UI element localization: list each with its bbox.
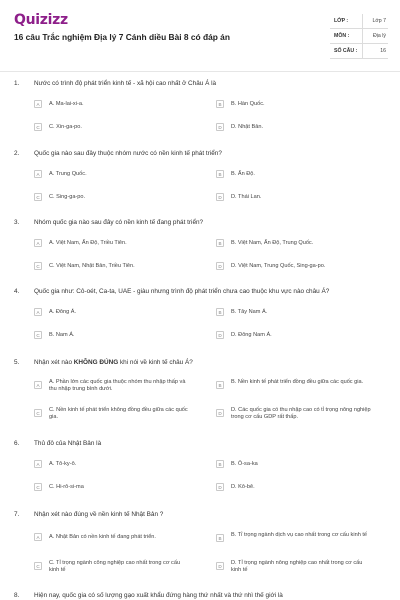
- option-letter-box: A: [34, 533, 42, 541]
- option-text: D. Thái Lan.: [231, 194, 262, 200]
- question-text: [34, 359, 364, 367]
- meta-count-value: 16: [380, 48, 386, 54]
- document-header: [0, 0, 400, 70]
- option-text: A. Ma-lai-xi-a.: [49, 101, 84, 107]
- question-text: Quốc gia như: Cô-oét, Ca-ta, UAE - giàu nhưng trình độ phát triển chưa cao thuộc khu vực nào châu Á?: [34, 288, 330, 295]
- option-letter-box: D: [216, 193, 224, 201]
- option-letter-box: A: [34, 170, 42, 178]
- meta-subject-label: MÔN :: [334, 33, 350, 39]
- option-letter-box: B: [216, 308, 224, 316]
- option-letter-box: C: [34, 562, 42, 570]
- option-letter-box: A: [34, 100, 42, 108]
- option-text: C. Sing-ga-po.: [49, 194, 86, 200]
- option-letter-box: A: [34, 460, 42, 468]
- question-text: Nhóm quốc gia nào sau đây có nền kinh tế đang phát triển?: [34, 219, 204, 226]
- option-text: B. Hàn Quốc.: [231, 101, 265, 107]
- option-text: C. Hi-rô-si-ma: [49, 484, 84, 490]
- option-letter-box: A: [34, 308, 42, 316]
- meta-subject-row: [330, 29, 388, 44]
- question-number: 6.: [14, 440, 20, 447]
- option-letter-box: B: [216, 100, 224, 108]
- header-divider: [0, 71, 400, 72]
- option-text: D. Tỉ trọng ngành nông nghiệp cao nhất trong cơ cấu kinh tế: [231, 560, 363, 574]
- option-text: B. Ô-sa-ka: [231, 461, 258, 467]
- option-text: A. Đông Á.: [49, 309, 77, 315]
- meta-grade-value: Lớp 7: [372, 18, 386, 24]
- option-letter-box: A: [34, 239, 42, 247]
- option-text: D. Các quốc gia có thu nhập cao có tỉ trọng nông nghiệp trong cơ cấu GDP rất thấp.: [231, 407, 371, 421]
- option-text: B. Tỉ trọng ngành dịch vụ cao nhất trong cơ cấu kinh tế: [231, 532, 368, 538]
- option-text: D. Nhật Bản.: [231, 124, 264, 130]
- option-letter-box: D: [216, 483, 224, 491]
- option-letter-box: C: [34, 331, 42, 339]
- option-letter-box: C: [34, 483, 42, 491]
- question-text: Nước có trình độ phát triển kinh tế - xã hội cao nhất ở Châu Á là: [34, 80, 217, 87]
- option-text: A. Phần lớn các quốc gia thuộc nhóm thu nhập thấp và thu nhập trung bình dưới.: [49, 379, 186, 393]
- meta-grade-row: [330, 14, 388, 29]
- page-title: 16 câu Trắc nghiệm Địa lý 7 Cánh diều Bài 8 có đáp án: [14, 32, 230, 42]
- question-text: Thủ đô của Nhật Bản là: [34, 440, 102, 447]
- quiz-meta-table: [330, 14, 388, 59]
- question-text: Nhận xét nào đúng về nền kinh tế Nhật Bản ?: [34, 511, 164, 518]
- option-text: C. Nền kinh tế phát triển không đồng đều giữa các quốc gia.: [49, 407, 188, 421]
- option-letter-box: D: [216, 331, 224, 339]
- option-text: B. Nền kinh tế phát triển đồng đều giữa các quốc gia.: [231, 379, 364, 385]
- option-text: D. Việt Nam, Trung Quốc, Sing-ga-po.: [231, 263, 326, 269]
- option-text: B. Ấn Độ.: [231, 171, 255, 177]
- option-letter-box: C: [34, 193, 42, 201]
- meta-grade-label: LỚP :: [334, 18, 349, 24]
- option-text: B. Việt Nam, Ấn Độ, Trung Quốc.: [231, 240, 314, 246]
- question-number: 2.: [14, 150, 20, 157]
- option-text: B. Nam Á.: [49, 332, 75, 338]
- question-number: 1.: [14, 80, 20, 87]
- option-letter-box: D: [216, 262, 224, 270]
- option-letter-box: A: [34, 381, 42, 389]
- option-letter-box: B: [216, 170, 224, 178]
- option-text: A. Tô-ky-ô.: [49, 461, 77, 467]
- question-text-post: khi nói về kinh tế châu Á?: [118, 359, 193, 366]
- option-letter-box: D: [216, 409, 224, 417]
- option-text: A. Nhật Bản có nền kinh tế đang phát triển.: [49, 534, 156, 540]
- question-number: 3.: [14, 219, 20, 226]
- meta-count-label: SỐ CÂU :: [334, 48, 358, 54]
- quizizz-logo[interactable]: Quizizz: [14, 12, 68, 28]
- option-text: C. Xin-ga-po.: [49, 124, 82, 130]
- meta-subject-value: Địa lý: [373, 33, 386, 39]
- option-letter-box: D: [216, 123, 224, 131]
- option-text: D. Kô-bê.: [231, 484, 255, 490]
- option-letter-box: B: [216, 534, 224, 542]
- option-text: A. Việt Nam, Ấn Độ, Triều Tiên.: [49, 240, 127, 246]
- option-letter-box: B: [216, 239, 224, 247]
- meta-count-row: [330, 44, 388, 59]
- option-text: D. Đông Nam Á.: [231, 332, 272, 338]
- option-letter-box: C: [34, 123, 42, 131]
- question-number: 8.: [14, 592, 20, 599]
- option-text: A. Trung Quốc.: [49, 171, 87, 177]
- option-text: B. Tây Nam Á.: [231, 309, 268, 315]
- option-letter-box: D: [216, 562, 224, 570]
- option-text: C. Việt Nam, Nhật Bản, Triều Tiên.: [49, 263, 135, 269]
- question-text-pre: Nhận xét nào: [34, 359, 74, 366]
- question-text: Hiện nay, quốc gia có số lượng gạo xuất khẩu đứng hàng thứ nhất và thứ nhì thế giới là: [34, 592, 283, 599]
- option-letter-box: C: [34, 262, 42, 270]
- question-number: 7.: [14, 511, 20, 518]
- option-text: C. Tỉ trọng ngành công nghiệp cao nhất trong cơ cấu kinh tế: [49, 560, 181, 574]
- option-letter-box: B: [216, 460, 224, 468]
- question-number: 5.: [14, 359, 20, 366]
- question-number: 4.: [14, 288, 20, 295]
- option-letter-box: C: [34, 409, 42, 417]
- question-text: Quốc gia nào sau đây thuộc nhóm nước có nền kinh tế phát triển?: [34, 150, 222, 157]
- question-text-emphasis: KHÔNG ĐÚNG: [73, 359, 119, 366]
- option-letter-box: B: [216, 381, 224, 389]
